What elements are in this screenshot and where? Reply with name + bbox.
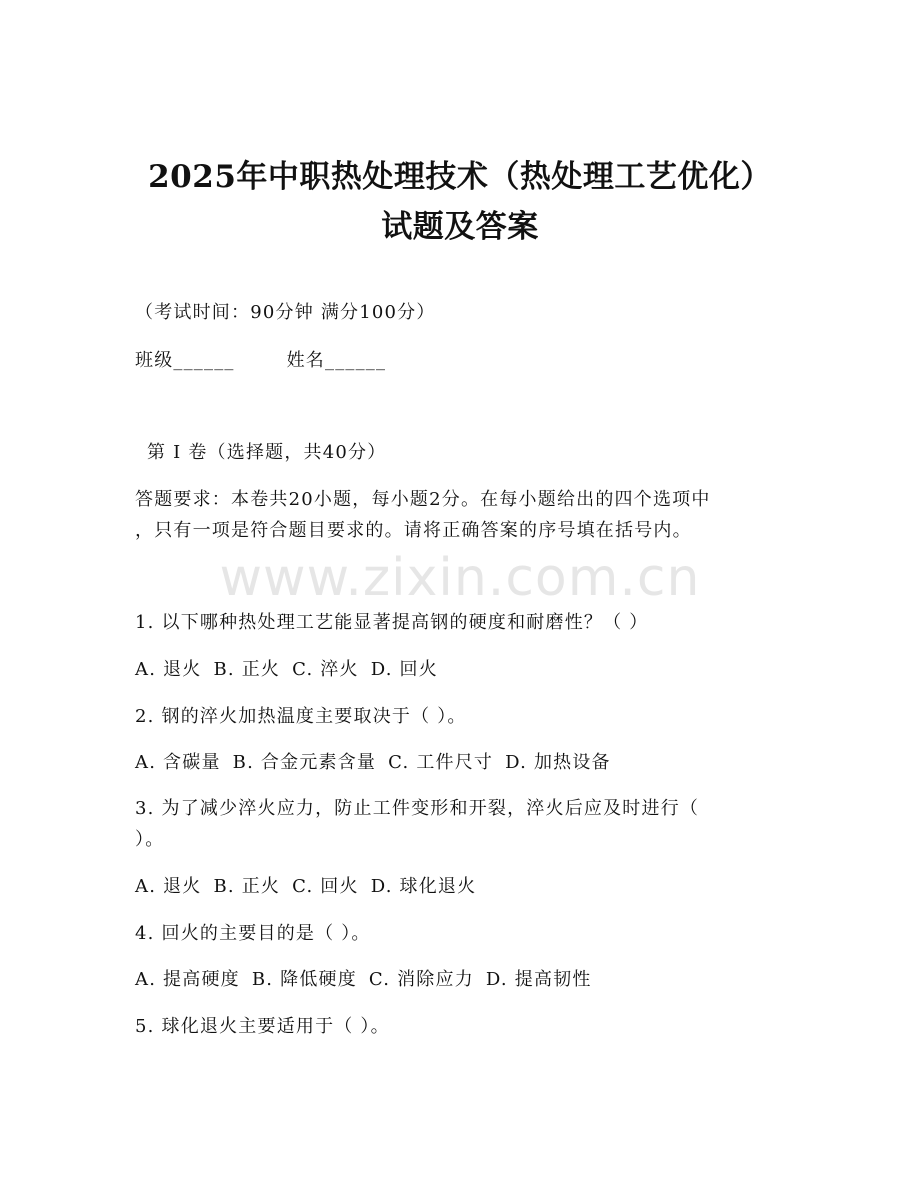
question-2-options: [135, 751, 611, 775]
student-info-row: [135, 349, 386, 373]
question-3-stem-line2: ）。: [135, 829, 165, 850]
question-3-option-a: A. 退火: [135, 876, 202, 897]
question-4-option-a: A. 提高硬度: [135, 969, 240, 990]
question-5-stem: 5. 球化退火主要适用于（ ）。: [135, 1016, 390, 1037]
question-4-option-d: D. 提高韧性: [485, 969, 592, 990]
question-2-option-a: A. 含碳量: [135, 752, 221, 773]
instructions-line2: ，只有一项是符合题目要求的。请将正确答案的序号填在括号内。: [135, 520, 692, 541]
question-3-option-d: D. 球化退火: [370, 876, 477, 897]
question-4-stem: 4. 回火的主要目的是（ ）。: [135, 923, 371, 944]
question-3-option-c: C. 回火: [292, 876, 359, 897]
question-3-option-b: B. 正火: [213, 876, 281, 897]
question-2-option-d: D. 加热设备: [505, 752, 611, 773]
question-1-option-d: D. 回火: [370, 659, 438, 680]
document-title-line1: 2025年中职热处理技术（热处理工艺优化）: [148, 159, 772, 195]
question-4-option-b: B. 降低硬度: [251, 969, 357, 990]
watermark: www.zixin.com.cn: [219, 548, 701, 608]
question-4-option-c: C. 消除应力: [368, 969, 474, 990]
document-title-line2: 试题及答案: [381, 209, 539, 245]
question-3-stem-line1: 3. 为了减少淬火应力，防止工件变形和开裂，淬火后应及时进行（: [135, 798, 700, 819]
question-1-option-b: B. 正火: [213, 659, 281, 680]
question-1-option-c: C. 淬火: [292, 659, 359, 680]
question-4-options: [135, 968, 592, 992]
class-field-label: 班级______: [135, 350, 235, 371]
question-3-options: [135, 875, 476, 899]
question-1-option-a: A. 退火: [135, 659, 202, 680]
question-2-stem: 2. 钢的淬火加热温度主要取决于（ ）。: [135, 706, 467, 727]
instructions-line1: 答题要求：本卷共20小题，每小题2分。在每小题给出的四个选项中: [135, 489, 711, 510]
question-2-option-b: B. 合金元素含量: [232, 752, 377, 773]
name-field-label: 姓名______: [286, 350, 387, 371]
question-1-options: [135, 658, 438, 682]
question-1-stem: 1. 以下哪种热处理工艺能显著提高钢的硬度和耐磨性？（ ）: [135, 612, 649, 633]
section-heading: 第 I 卷（选择题，共40分）: [147, 442, 387, 463]
question-2-option-c: C. 工件尺寸: [388, 752, 494, 773]
exam-info: （考试时间：90分钟 满分100分）: [135, 302, 436, 323]
